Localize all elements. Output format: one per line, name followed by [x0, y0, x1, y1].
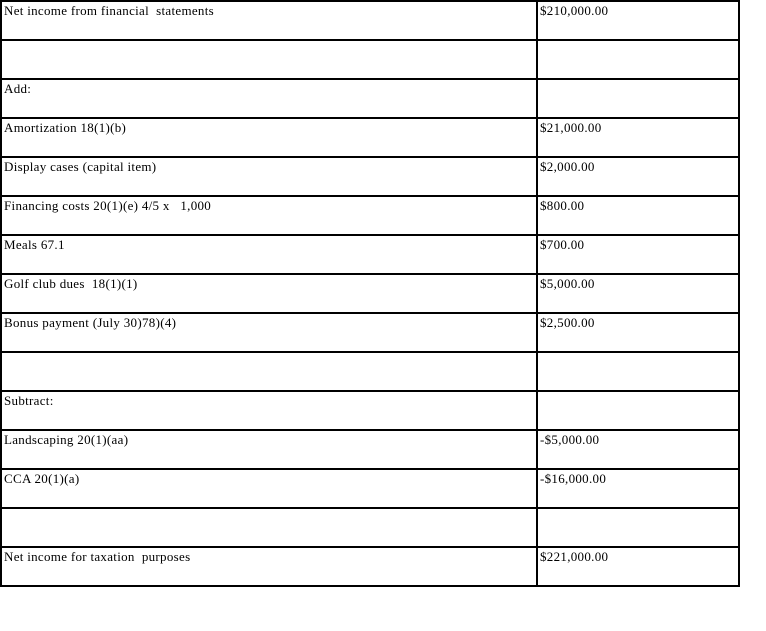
row-amount: $21,000.00	[537, 118, 739, 157]
row-label	[1, 40, 537, 79]
table-row	[1, 79, 739, 118]
table-row	[1, 313, 739, 352]
row-amount	[537, 352, 739, 391]
row-label: Net income for taxation purposes	[1, 547, 537, 586]
row-label: Meals 67.1	[1, 235, 537, 274]
table-row	[1, 196, 739, 235]
row-amount: -$16,000.00	[537, 469, 739, 508]
table-row	[1, 391, 739, 430]
row-label: Financing costs 20(1)(e) 4/5 x 1,000	[1, 196, 537, 235]
table-row	[1, 352, 739, 391]
row-label: Landscaping 20(1)(aa)	[1, 430, 537, 469]
row-label: CCA 20(1)(a)	[1, 469, 537, 508]
row-amount: -$5,000.00	[537, 430, 739, 469]
row-amount: $5,000.00	[537, 274, 739, 313]
row-amount: $2,000.00	[537, 157, 739, 196]
row-amount	[537, 508, 739, 547]
row-label: Amortization 18(1)(b)	[1, 118, 537, 157]
row-amount: $2,500.00	[537, 313, 739, 352]
row-amount: $210,000.00	[537, 1, 739, 40]
row-amount: $221,000.00	[537, 547, 739, 586]
row-amount	[537, 391, 739, 430]
table-row	[1, 157, 739, 196]
row-amount	[537, 79, 739, 118]
table-row	[1, 547, 739, 586]
row-amount: $700.00	[537, 235, 739, 274]
table-row	[1, 430, 739, 469]
table-row	[1, 118, 739, 157]
row-label: Golf club dues 18(1)(1)	[1, 274, 537, 313]
row-amount	[537, 40, 739, 79]
row-label: Display cases (capital item)	[1, 157, 537, 196]
row-amount: $800.00	[537, 196, 739, 235]
row-label: Bonus payment (July 30)78)(4)	[1, 313, 537, 352]
table-row	[1, 508, 739, 547]
table-row	[1, 1, 739, 40]
row-label: Net income from financial statements	[1, 1, 537, 40]
table-row	[1, 40, 739, 79]
row-label	[1, 508, 537, 547]
row-label: Subtract:	[1, 391, 537, 430]
row-label	[1, 352, 537, 391]
row-label: Add:	[1, 79, 537, 118]
table-row	[1, 235, 739, 274]
table-row	[1, 274, 739, 313]
table-row	[1, 469, 739, 508]
